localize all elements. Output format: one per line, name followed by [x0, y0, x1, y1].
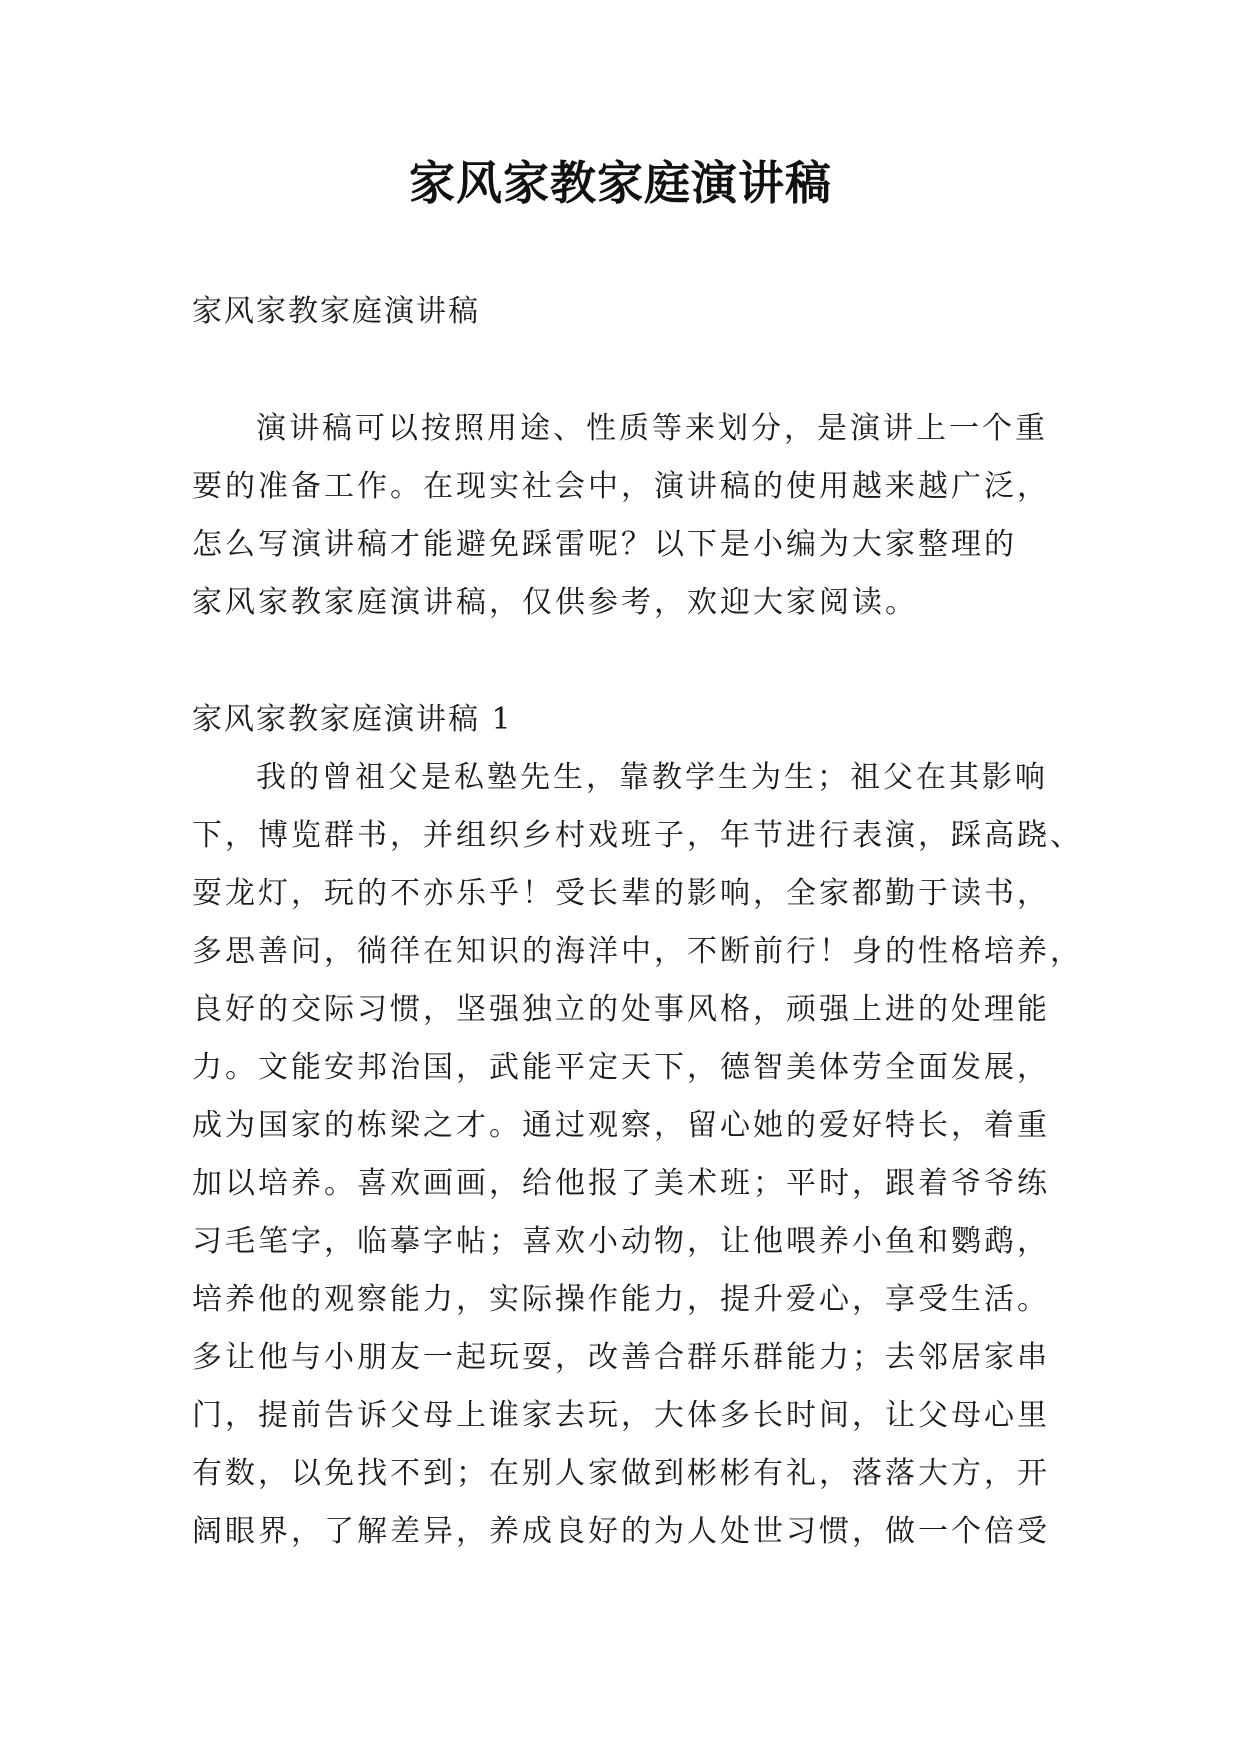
paragraph-line: 加以培养。喜欢画画，给他报了美术班；平时，跟着爷爷练: [192, 1166, 1050, 1201]
paragraph-line: 演讲稿可以按照用途、性质等来划分，是演讲上一个重: [256, 411, 1048, 446]
paragraph-line: 阔眼界，了解差异，养成良好的为人处世习惯，做一个倍受: [192, 1514, 1050, 1549]
paragraph-line: 有数，以免找不到；在别人家做到彬彬有礼，落落大方，开: [192, 1456, 1050, 1491]
paragraph-line: 习毛笔字，临摹字帖；喜欢小动物，让他喂养小鱼和鹦鹉，: [192, 1224, 1050, 1259]
document-title: 家风家教家庭演讲稿: [409, 156, 832, 210]
paragraph-line: 怎么写演讲稿才能避免踩雷呢？以下是小编为大家整理的: [192, 527, 1017, 562]
paragraph-line: 下，博览群书，并组织乡村戏班子，年节进行表演，踩高跷、: [192, 818, 1083, 853]
paragraph-line: 培养他的观察能力，实际操作能力，提升爱心，享受生活。: [192, 1282, 1050, 1317]
document-subtitle: 家风家教家庭演讲稿: [192, 294, 480, 329]
section-body-paragraph: [192, 749, 1083, 1561]
paragraph-line: 成为国家的栋梁之才。通过观察，留心她的爱好特长，着重: [192, 1108, 1050, 1143]
paragraph-line: 力。文能安邦治国，武能平定天下，德智美体劳全面发展，: [192, 1050, 1050, 1085]
paragraph-line: 耍龙灯，玩的不亦乐乎！受长辈的影响，全家都勤于读书，: [192, 876, 1050, 911]
section-heading: 家风家教家庭演讲稿 1: [192, 702, 513, 737]
paragraph-line: 多思善问，徜徉在知识的海洋中，不断前行！身的性格培养，: [192, 934, 1083, 969]
paragraph-line: 门，提前告诉父母上谁家去玩，大体多长时间，让父母心里: [192, 1398, 1050, 1433]
paragraph-line: 要的准备工作。在现实社会中，演讲稿的使用越来越广泛，: [192, 469, 1050, 504]
paragraph-line: 良好的交际习惯，坚强独立的处事风格，顽强上进的处理能: [192, 992, 1050, 1027]
paragraph-line: 多让他与小朋友一起玩耍，改善合群乐群能力；去邻居家串: [192, 1340, 1050, 1375]
intro-paragraph: [192, 400, 1062, 632]
paragraph-line: 我的曾祖父是私塾先生，靠教学生为生；祖父在其影响: [256, 760, 1048, 795]
paragraph-line: 家风家教家庭演讲稿，仅供参考，欢迎大家阅读。: [192, 585, 918, 620]
